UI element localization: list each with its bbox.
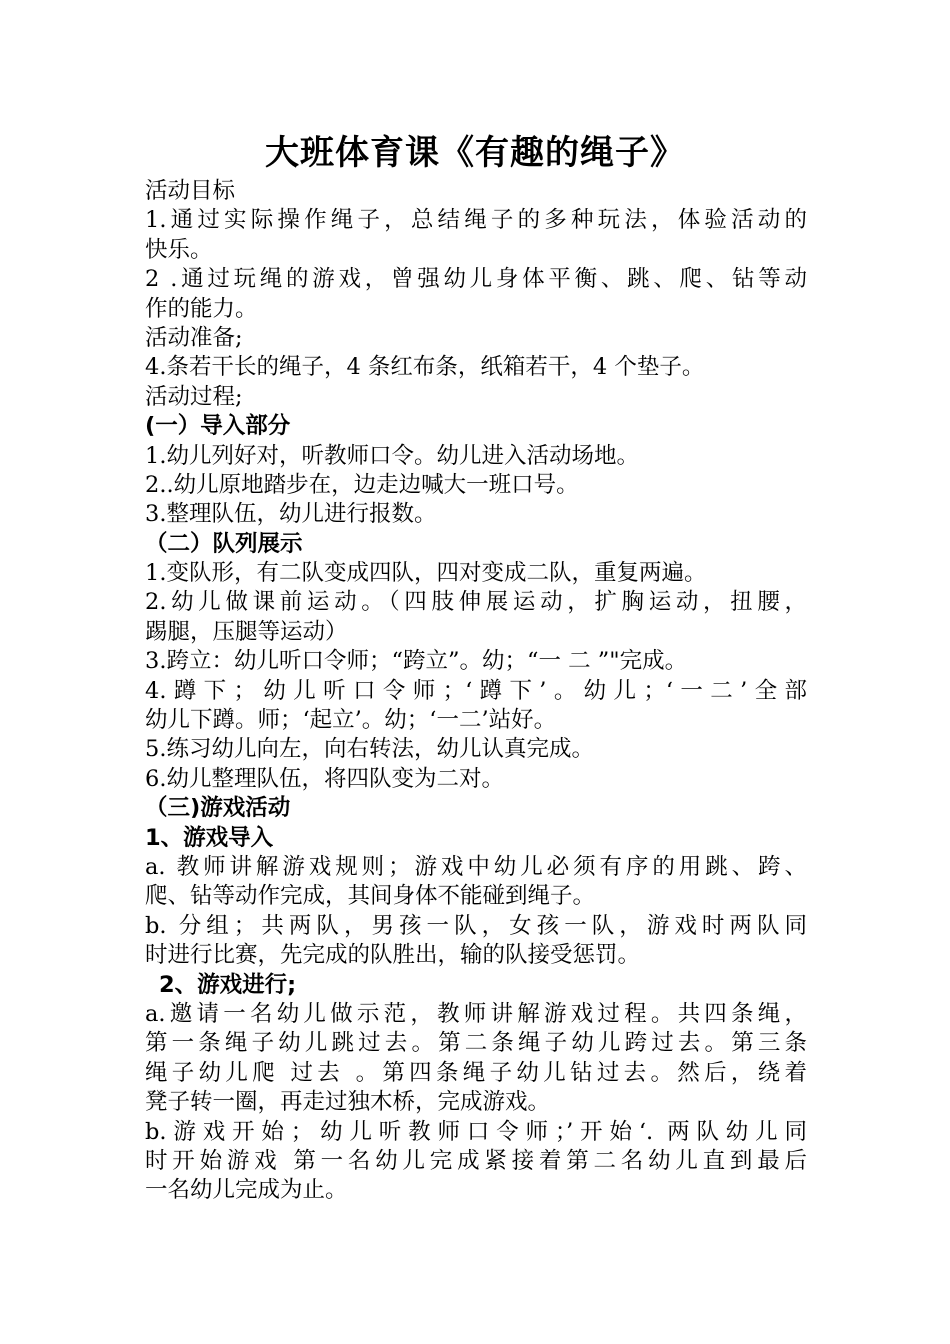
subsection-heading-intro: (一）导入部分 [145,413,291,440]
intro-item-3: 3.整理队伍，幼儿进行报数。 [145,501,437,528]
game-intro-item-b-cont: 时进行比赛，先完成的队胜出，输的队接受惩罚。 [145,942,641,969]
intro-item-2: 2..幼儿原地踏步在，边走边喊大一班口号。 [145,471,579,498]
game-intro-item-b: b. 分组；共两队，男孩一队，女孩一队，游戏时两队同 [145,912,807,939]
goal-item-1: 1.通过实际操作绳子，总结绳子的多种玩法，体验活动的 [145,207,807,234]
goal-item-2: 2 .通过玩绳的游戏，曾强幼儿身体平衡、跳、爬、钻等动 [145,266,807,293]
formation-item-3: 3.跨立：幼儿听口令师；“跨立”。幼；“一 二 ”"完成。 [145,648,688,675]
game-progress-item-b-cont-1: 时开始游戏 第一名幼儿完成紧接着第二名幼儿直到最后 [145,1147,807,1174]
section-heading-preparation: 活动准备; [145,324,243,351]
formation-item-6: 6.幼儿整理队伍，将四队变为二对。 [145,765,504,792]
formation-item-5: 5.练习幼儿向左，向右转法，幼儿认真完成。 [145,736,594,763]
formation-item-2-cont: 踢腿，压腿等运动） [145,618,348,645]
formation-item-4: 4.蹲下；幼儿听口令师；‘蹲下’。幼儿；‘一二’全部 [145,677,807,704]
game-progress-item-a-cont-3: 凳子转一圈，再走过独木桥，完成游戏。 [145,1089,551,1116]
document-title: 大班体育课《有趣的绳子》 [265,133,685,173]
section-heading-goals: 活动目标 [145,178,236,204]
game-heading-intro: 1、游戏导入 [145,824,274,851]
subsection-heading-game: （三)游戏活动 [145,795,291,822]
game-progress-item-a-cont-1: 第一条绳子幼儿跳过去。第二条绳子幼儿跨过去。第三条 [145,1030,807,1057]
game-progress-item-a-cont-2: 绳子幼儿爬 过去 。第四条绳子幼儿钻过去。然后，绕着 [145,1059,807,1086]
game-heading-progress: 2、游戏进行; [159,971,297,998]
document-body [145,177,807,1206]
intro-item-1: 1.幼儿列好对，听教师口令。幼儿进入活动场地。 [145,442,639,469]
game-progress-item-b: b.游戏开始；幼儿听教师口令师；’开始‘. 两队幼儿同 [145,1118,807,1145]
formation-item-4-cont: 幼儿下蹲。师；‘起立’。幼；‘一二’站好。 [145,707,557,734]
goal-item-2-cont: 作的能力。 [145,295,258,322]
section-heading-process: 活动过程; [145,383,243,410]
subsection-heading-formation: （二）队列展示 [145,530,303,557]
game-intro-item-a: a. 教师讲解游戏规则；游戏中幼儿必须有序的用跳、跨、 [145,853,807,880]
formation-item-1: 1.变队形，有二队变成四队，四对变成二队，重复两遍。 [145,560,707,587]
goal-item-1-cont: 快乐。 [145,236,213,263]
preparation-item: 4.条若干长的绳子，4 条红布条，纸箱若干，4 个垫子。 [145,354,705,381]
game-intro-item-a-cont: 爬、钻等动作完成，其间身体不能碰到绳子。 [145,883,596,910]
formation-item-2: 2.幼儿做课前运动。（四肢伸展运动，扩胸运动，扭腰， [145,589,807,616]
game-progress-item-a: a.邀请一名幼儿做示范，教师讲解游戏过程。共四条绳， [145,1000,807,1027]
game-progress-item-b-cont-2: 一名幼儿完成为止。 [145,1177,348,1204]
